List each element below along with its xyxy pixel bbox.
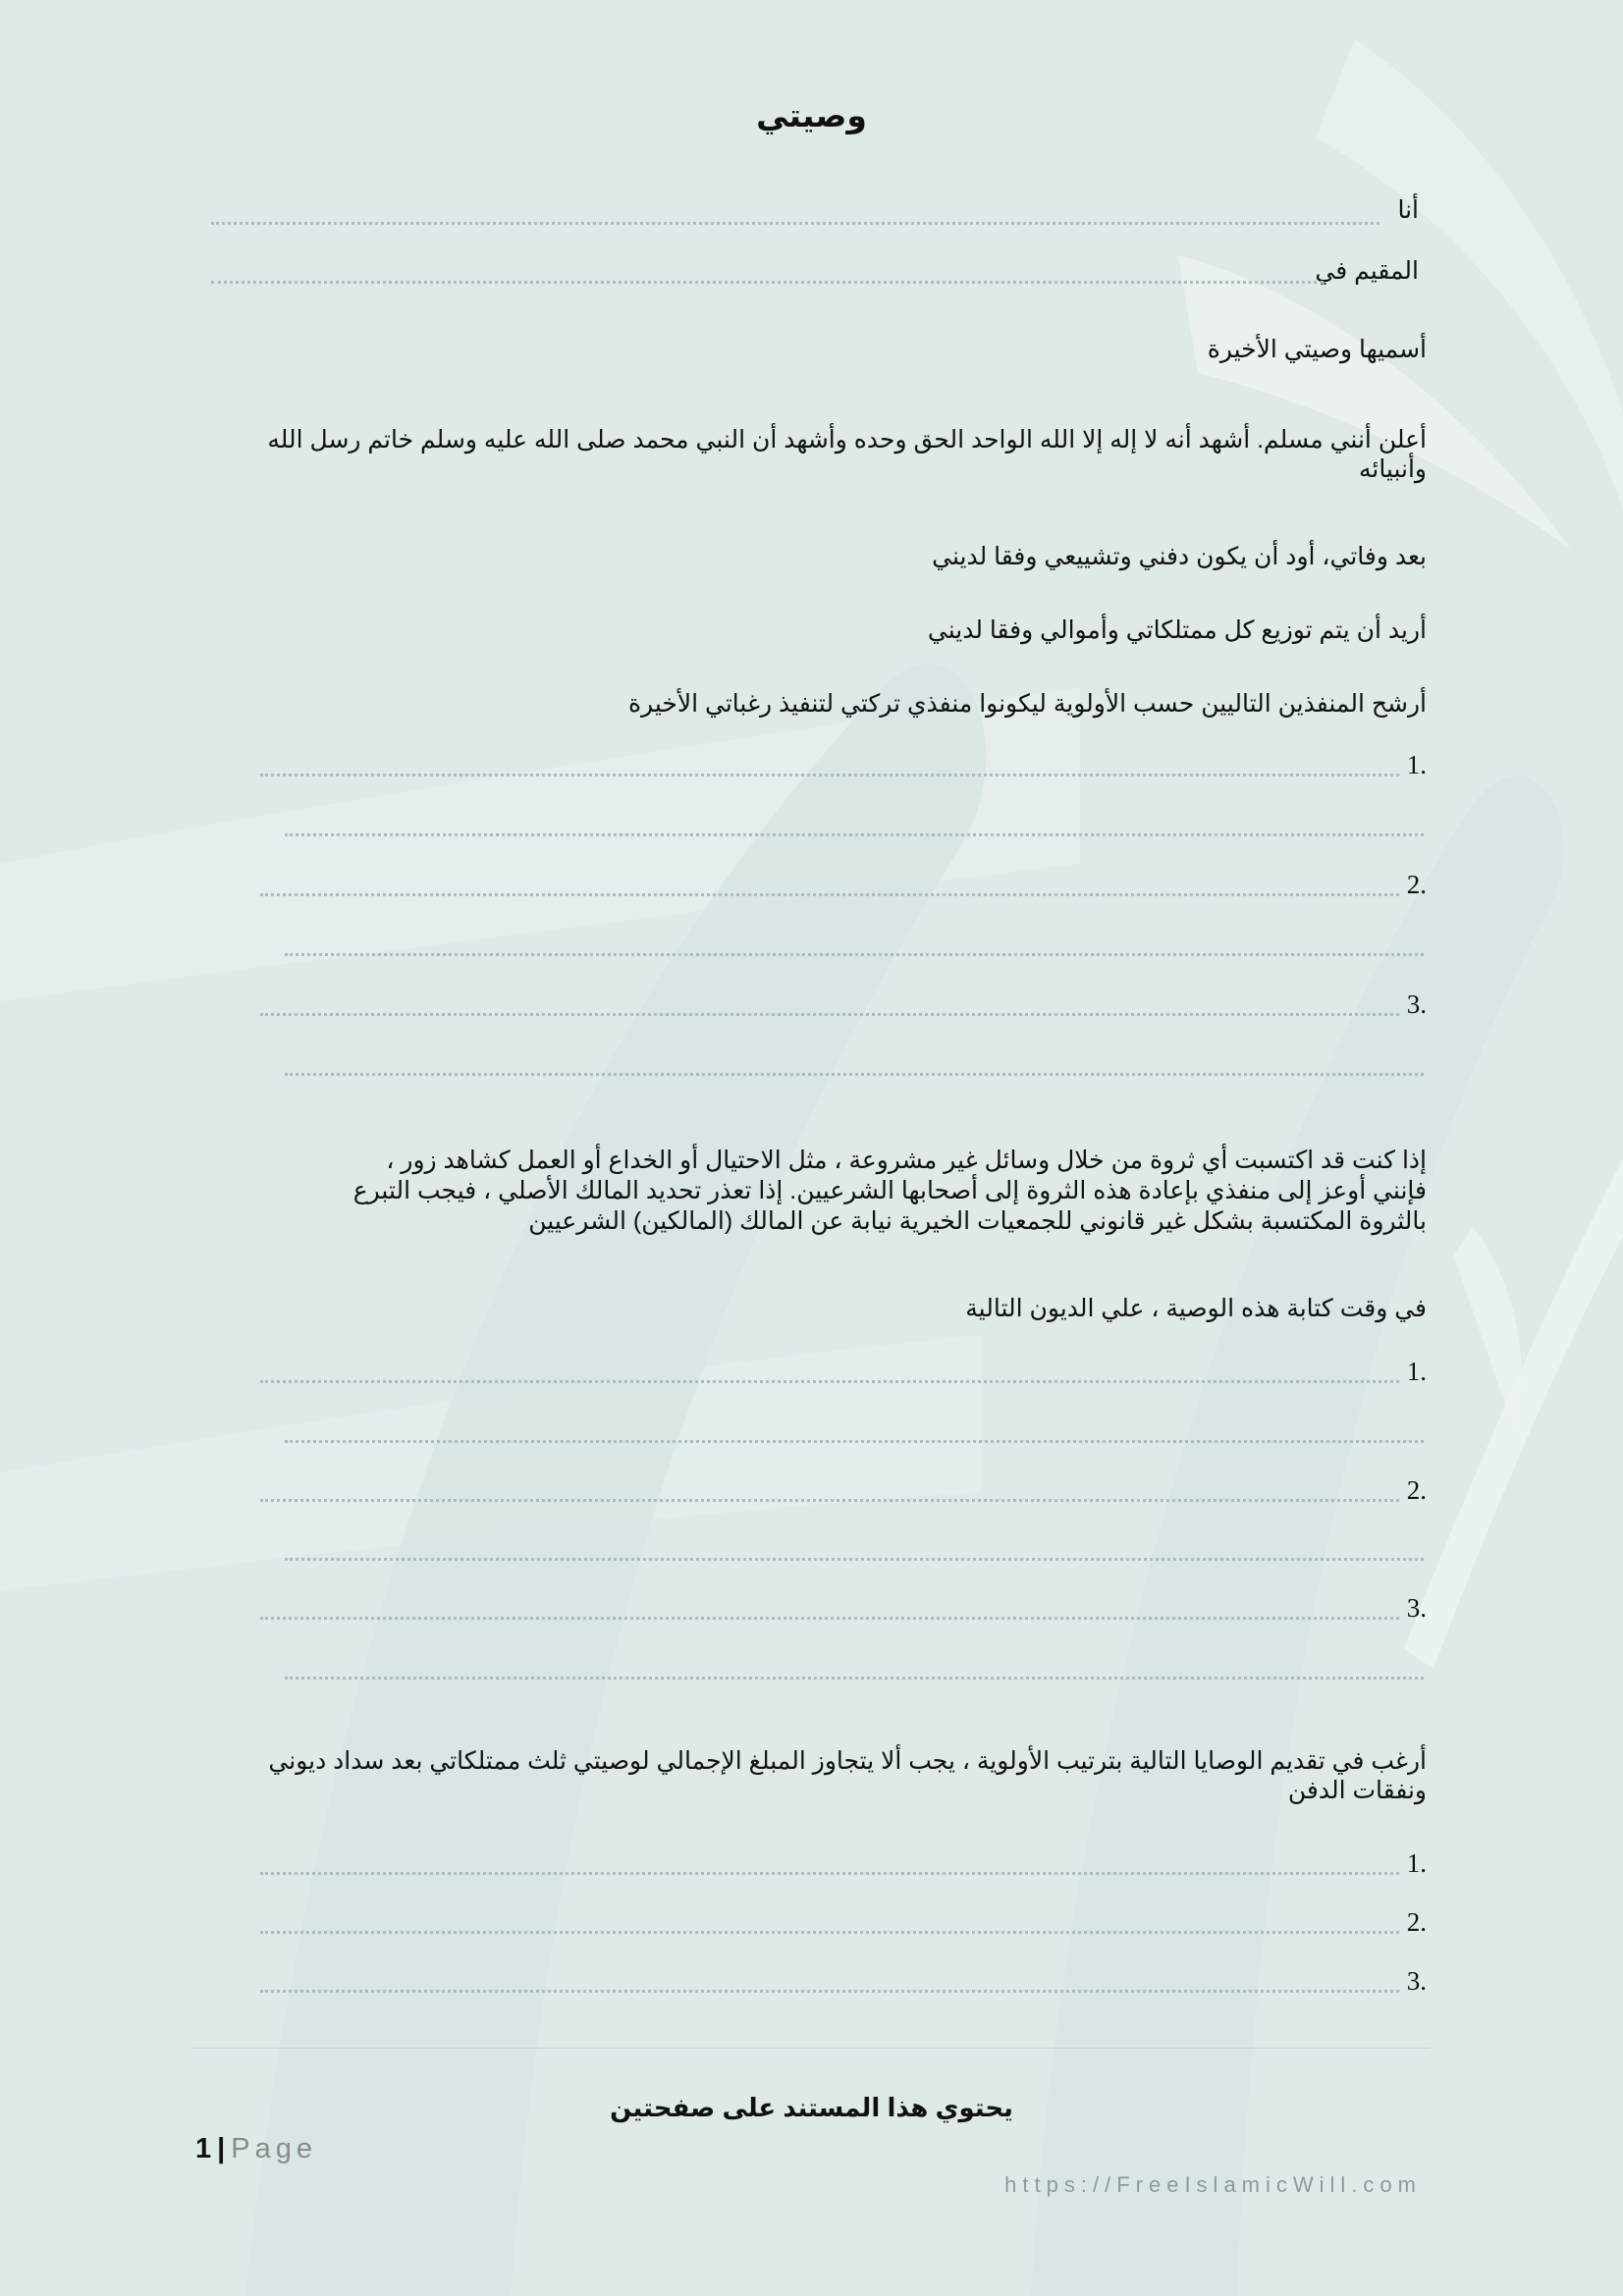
name-field[interactable] <box>211 222 1380 225</box>
debt-2-field-line2[interactable] <box>285 1558 1424 1561</box>
bequest-1-field[interactable] <box>260 1872 1399 1875</box>
executor-3-number: 3. <box>1406 989 1427 1019</box>
debts-intro: في وقت كتابة هذه الوصية ، علي الديون التالية <box>965 1295 1427 1322</box>
unlawful-wealth-line-3: بالثروة المكتسبة بشكل غير قانوني للجمعيات الخيرية نيابة عن المالك (المالكين) الشرعيين <box>528 1207 1427 1235</box>
debt-1-number: 1. <box>1406 1357 1427 1386</box>
debt-2-number: 2. <box>1406 1475 1427 1505</box>
distribution-wish: أريد أن يتم توزيع كل ممتلكاتي وأموالي وفقا لديني <box>927 616 1427 644</box>
executor-2-number: 2. <box>1406 870 1427 899</box>
debt-1-field-line2[interactable] <box>285 1440 1424 1443</box>
page-number-value: 1 <box>195 2133 212 2164</box>
faith-declaration: أعلن أنني مسلم. أشهد أنه لا إله إلا الله الواحد الحق وحده وأشهد أن النبي محمد صلى الله عليه وسلم خاتم رسل الله وأنبيائه <box>267 426 1427 483</box>
bequests-intro: أرغب في تقديم الوصايا التالية بترتيب الأولوية ، يجب ألا يتجاوز المبلغ الإجمالي لوصيتي ثلث ممتلكاتي بعد سداد ديوني ونفقات الدفن <box>268 1747 1427 1804</box>
page-word: Page <box>231 2133 317 2164</box>
page-number <box>195 2133 317 2165</box>
bequest-2-field[interactable] <box>260 1931 1399 1934</box>
name-label: أنا <box>1397 196 1419 224</box>
page-count-note: يحتوي هذا المستند على صفحتين <box>610 2093 1013 2122</box>
executor-1-number: 1. <box>1406 750 1427 779</box>
residence-field[interactable] <box>211 281 1324 284</box>
executor-3-field-line2[interactable] <box>285 1073 1424 1076</box>
debt-1-field[interactable] <box>260 1380 1399 1383</box>
footer-divider <box>191 2048 1431 2049</box>
debt-3-field-line2[interactable] <box>285 1677 1424 1680</box>
debt-2-field[interactable] <box>260 1499 1399 1502</box>
website-link[interactable]: https://FreeIslamicWill.com <box>1004 2172 1422 2197</box>
executor-1-field[interactable] <box>260 774 1399 776</box>
document-title: وصيتي <box>756 97 867 133</box>
declaration-intro: أسميها وصيتي الأخيرة <box>1207 336 1427 363</box>
bequest-3-field[interactable] <box>260 1990 1399 1993</box>
executors-intro: أرشح المنفذين التاليين حسب الأولوية ليكونوا منفذي تركتي لتنفيذ رغباتي الأخيرة <box>627 690 1427 718</box>
unlawful-wealth-line-1: إذا كنت قد اكتسبت أي ثروة من خلال وسائل غير مشروعة ، مثل الاحتيال أو الخداع أو العمل كشاهد زور ، <box>386 1147 1427 1174</box>
bequest-2-number: 2. <box>1406 1907 1427 1937</box>
residence-label: المقيم في <box>1315 257 1419 285</box>
debt-3-field[interactable] <box>260 1617 1399 1620</box>
executor-1-field-line2[interactable] <box>285 833 1424 836</box>
bequest-3-number: 3. <box>1406 1966 1427 1996</box>
executor-3-field[interactable] <box>260 1013 1399 1016</box>
debt-3-number: 3. <box>1406 1593 1427 1623</box>
executor-2-field[interactable] <box>260 893 1399 896</box>
page-separator: | <box>217 2133 226 2164</box>
executor-2-field-line2[interactable] <box>285 953 1424 956</box>
funeral-wish: بعد وفاتي، أود أن يكون دفني وتشييعي وفقا لديني <box>932 543 1427 570</box>
bequest-1-number: 1. <box>1406 1848 1427 1878</box>
unlawful-wealth-line-2: فإنني أوعز إلى منفذي بإعادة هذه الثروة إلى أصحابها الشرعيين. إذا تعذر تحديد المالك الأصلي ، فيجب التبرع <box>352 1177 1427 1204</box>
